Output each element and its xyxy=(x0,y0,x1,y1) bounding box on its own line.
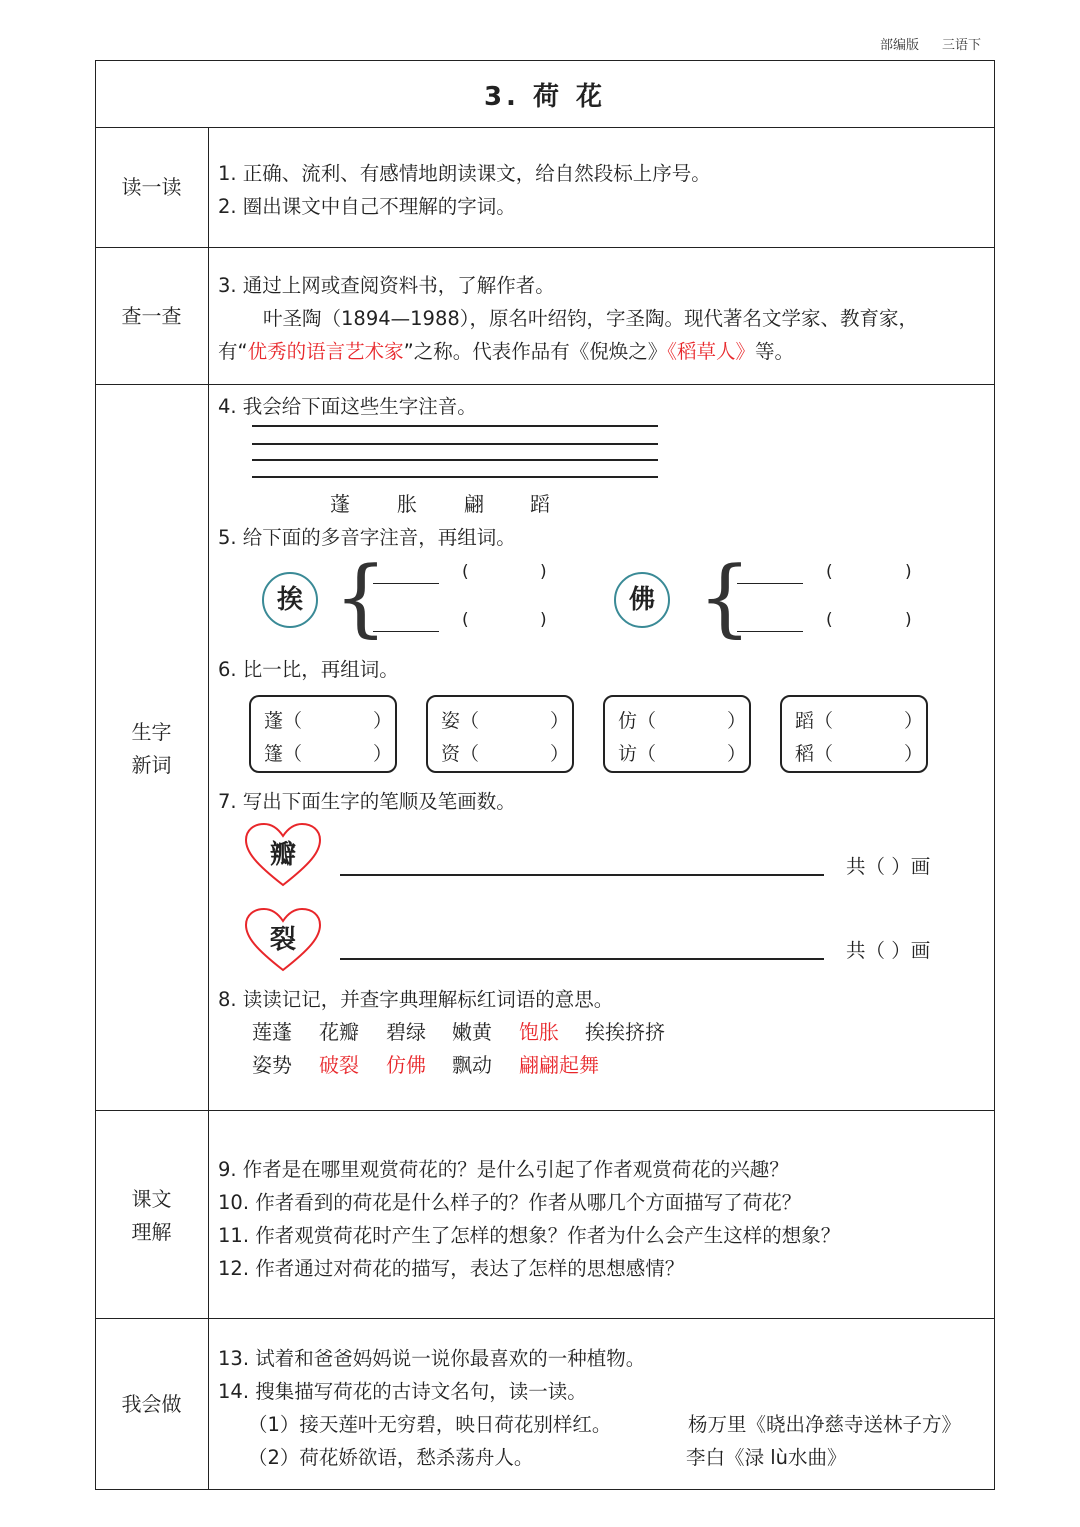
vocab-word-highlight: 饱胀 xyxy=(519,1020,559,1044)
poem-line-1: （1）接天莲叶无穷碧，映日荷花别样红。 xyxy=(248,1413,612,1436)
compare-box xyxy=(780,695,928,773)
pinyin-grid-line xyxy=(252,425,658,427)
question-9: 9. 作者是在哪里观赏荷花的？是什么引起了作者观赏荷花的兴趣？ xyxy=(218,1158,789,1181)
close-paren: ） xyxy=(373,710,393,732)
vocab-word: 花瓣 xyxy=(319,1020,359,1044)
question-14: 14. 搜集描写荷花的古诗文名句，读一读。 xyxy=(218,1380,587,1403)
compare-box xyxy=(603,695,751,773)
divider xyxy=(95,384,995,385)
vocab-word: 碧绿 xyxy=(386,1020,426,1044)
vocab-word: 嫩黄 xyxy=(452,1020,492,1044)
vocab-word-highlight: 翩翩起舞 xyxy=(519,1053,599,1077)
left-brace-icon: { xyxy=(698,548,752,646)
bio-text: 等。 xyxy=(755,340,795,363)
open-paren: ( xyxy=(462,610,469,630)
compare-item: 资（ xyxy=(441,743,480,765)
close-paren: ） xyxy=(904,743,924,765)
answer-blank xyxy=(737,631,803,632)
edition-label: 部编版 xyxy=(880,38,920,53)
row-label-practice: 我会做 xyxy=(121,1392,182,1416)
compare-item: 稻（ xyxy=(795,743,834,765)
answer-blank xyxy=(737,583,803,584)
compare-item: 篷（ xyxy=(264,743,303,765)
question-1: 1. 正确、流利、有感情地朗读课文，给自然段标上序号。 xyxy=(218,162,711,185)
pinyin-grid-line xyxy=(252,459,658,461)
stroke-order-line xyxy=(340,874,824,876)
compare-item: 蓬（ xyxy=(264,710,303,732)
vocab-word-highlight: 仿佛 xyxy=(386,1053,426,1077)
question-7: 7. 写出下面生字的笔顺及笔画数。 xyxy=(218,790,516,813)
close-paren: ） xyxy=(904,710,924,732)
page-title: 3. 荷 花 xyxy=(483,82,607,112)
question-12: 12. 作者通过对荷花的描写，表达了怎样的思想感情？ xyxy=(218,1257,685,1280)
row-label-newchars-2: 新词 xyxy=(131,753,172,777)
poem-source-1: 杨万里《晓出净慈寺送林子方》 xyxy=(688,1413,962,1436)
close-paren: ） xyxy=(550,743,570,765)
divider xyxy=(95,1318,995,1319)
open-paren: ( xyxy=(826,610,833,630)
close-paren: ) xyxy=(540,610,547,630)
divider xyxy=(95,1110,995,1111)
compare-box xyxy=(426,695,574,773)
answer-blank xyxy=(373,631,439,632)
pinyin-char: 蹈 xyxy=(530,492,550,516)
divider xyxy=(95,247,995,248)
row-label-comprehension-2: 理解 xyxy=(131,1220,172,1244)
polyphone-char-circle: 挨 xyxy=(262,572,318,628)
question-5: 5. 给下面的多音字注音，再组词。 xyxy=(218,526,516,549)
row-label-comprehension-1: 课文 xyxy=(131,1187,172,1211)
heart-frame xyxy=(244,907,322,973)
close-paren: ) xyxy=(905,562,912,582)
question-2: 2. 圈出课文中自己不理解的字词。 xyxy=(218,195,516,218)
pinyin-char: 胀 xyxy=(397,492,417,516)
row-label-read: 读一读 xyxy=(121,175,182,199)
question-4: 4. 我会给下面这些生字注音。 xyxy=(218,395,477,418)
bio-highlight: 优秀的语言艺术家 xyxy=(247,340,404,363)
author-bio-line2 xyxy=(218,336,794,364)
compare-item: 仿（ xyxy=(618,710,657,732)
compare-item: 蹈（ xyxy=(795,710,834,732)
close-paren: ） xyxy=(727,743,747,765)
poem-line-2: （2）荷花娇欲语，愁杀荡舟人。 xyxy=(248,1446,534,1469)
answer-blank xyxy=(373,583,439,584)
column-divider xyxy=(208,127,209,1490)
vocab-word: 飘动 xyxy=(452,1053,492,1077)
question-6: 6. 比一比，再组词。 xyxy=(218,658,399,681)
question-10: 10. 作者看到的荷花是什么样子的？作者从哪几个方面描写了荷花？ xyxy=(218,1191,802,1214)
polyphone-char-circle: 佛 xyxy=(614,572,670,628)
bio-text: 有“ xyxy=(218,340,248,363)
close-paren: ) xyxy=(540,562,547,582)
left-brace-icon: { xyxy=(334,548,388,646)
row-label-lookup: 查一查 xyxy=(121,304,182,328)
close-paren: ) xyxy=(905,610,912,630)
question-13: 13. 试着和爸爸妈妈说一说你最喜欢的一种植物。 xyxy=(218,1347,646,1370)
vocab-word: 莲蓬 xyxy=(252,1020,292,1044)
question-3: 3. 通过上网或查阅资料书，了解作者。 xyxy=(218,274,555,297)
pinyin-char: 翩 xyxy=(464,492,484,516)
row-label-newchars-1: 生字 xyxy=(131,720,172,744)
question-8: 8. 读读记记，并查字典理解标红词语的意思。 xyxy=(218,988,614,1011)
pinyin-grid-line xyxy=(252,476,658,478)
compare-item: 访（ xyxy=(618,743,657,765)
stroke-count: 共（ ）画 xyxy=(846,855,931,878)
close-paren: ） xyxy=(373,743,393,765)
stroke-char: 裂 xyxy=(269,925,296,955)
open-paren: ( xyxy=(462,562,469,582)
compare-item: 姿（ xyxy=(441,710,480,732)
author-bio-line1: 叶圣陶（1894—1988），原名叶绍钧，字圣陶。现代著名文学家、教育家， xyxy=(263,307,919,330)
close-paren: ） xyxy=(550,710,570,732)
bio-highlight: 《稻草人》 xyxy=(667,340,755,363)
vocab-word-highlight: 破裂 xyxy=(319,1053,359,1077)
close-paren: ） xyxy=(727,710,747,732)
vocab-word: 姿势 xyxy=(252,1053,292,1077)
bio-text: ”之称。代表作品有《倪焕之》 xyxy=(403,340,668,363)
poem-source-2: 李白《渌 lù水曲》 xyxy=(686,1446,847,1469)
compare-box xyxy=(249,695,397,773)
stroke-order-line xyxy=(340,958,824,960)
stroke-count: 共（ ）画 xyxy=(846,939,931,962)
grade-label: 三语下 xyxy=(942,38,982,53)
stroke-char: 瓣 xyxy=(269,840,296,870)
pinyin-char: 蓬 xyxy=(330,492,350,516)
divider xyxy=(95,127,995,128)
heart-frame xyxy=(244,822,322,888)
vocab-word: 挨挨挤挤 xyxy=(585,1020,665,1044)
pinyin-grid-line xyxy=(252,443,658,445)
question-11: 11. 作者观赏荷花时产生了怎样的想象？作者为什么会产生这样的想象？ xyxy=(218,1224,841,1247)
open-paren: ( xyxy=(826,562,833,582)
